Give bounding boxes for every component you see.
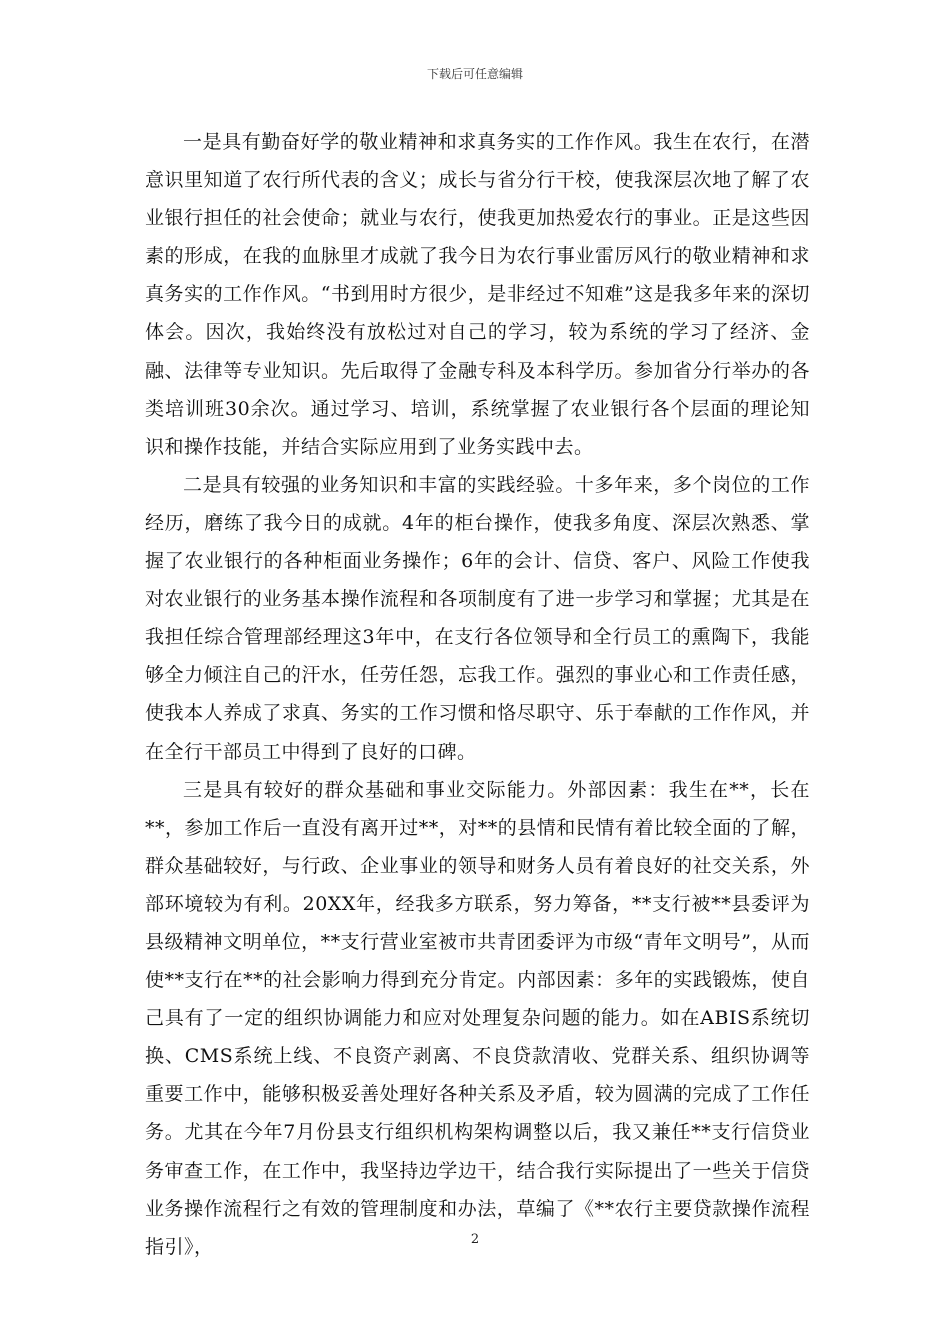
paragraph-3: 三是具有较好的群众基础和事业交际能力。外部因素：我生在**，长在**，参加工作后一直没有离开过**，对**的县情和民情有着比较全面的了解，群众基础较好，与行政、企业事业的领导和财务人员有着良好的社交关系，外部环境较为有利。20XX年，经我多方联系，努力筹备，**支行被**县委评为县级精神文明单位，**支行营业室被市共青团委评为市级“青年文明号”，从而使**支行在**的社会影响力得到充分肯定。内部因素：多年的实践锻炼，使自己具有了一定的组织协调能力和应对处理复杂问题的能力。如在ABIS系统切换、CMS系统上线、不良资产剥离、不良贷款清收、党群关系、组织协调等重要工作中，能够积极妥善处理好各种关系及矛盾，较为圆满的完成了工作任务。尤其在今年7月份县支行组织机构架构调整以后，我又兼任**支行信贷业务审查工作，在工作中，我坚持边学边干，结合我行实际提出了一些关于信贷业务操作流程行之有效的管理制度和办法，草编了《**农行主要贷款操作流程指引》， (145, 778, 810, 1258)
document-body (145, 123, 810, 1266)
paragraph-2: 二是具有较强的业务知识和丰富的实践经验。十多年来，多个岗位的工作经历，磨练了我今日的成就。4年的柜台操作，使我多角度、深层次熟悉、掌握了农业银行的各种柜面业务操作；6年的会计、信贷、客户、风险工作使我对农业银行的业务基本操作流程和各项制度有了进一步学习和掌握；尤其是在我担任综合管理部经理这3年中，在支行各位领导和全行员工的熏陶下，我能够全力倾注自己的汗水，任劳任怨，忘我工作。强烈的事业心和工作责任感，使我本人养成了求真、务实的工作习惯和恪尽职守、乐于奉献的工作作风，并在全行干部员工中得到了良好的口碑。 (145, 473, 810, 763)
page-header: 下载后可任意编辑 (426, 67, 523, 81)
paragraph-1: 一是具有勤奋好学的敬业精神和求真务实的工作作风。我生在农行，在潜意识里知道了农行所代表的含义；成长与省分行干校，使我深层次地了解了农业银行担任的社会使命；就业与农行，使我更加热爱农行的事业。正是这些因素的形成，在我的血脉里才成就了我今日为农行事业雷厉风行的敬业精神和求真务实的工作作风。“书到用时方很少，是非经过不知难”这是我多年来的深切体会。因次，我始终没有放松过对自己的学习，较为系统的学习了经济、金融、法律等专业知识。先后取得了金融专科及本科学历。参加省分行举办的各类培训班30余次。通过学习、培训，系统掌握了农业银行各个层面的理论知识和操作技能，并结合实际应用到了业务实践中去。 (145, 131, 810, 458)
page-number: 2 (470, 1232, 480, 1247)
